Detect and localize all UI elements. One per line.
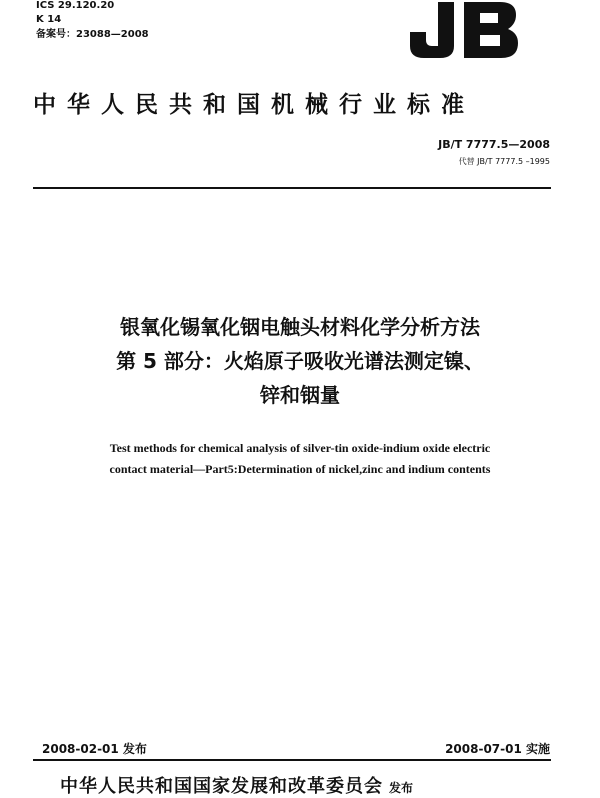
jb-logo: [408, 2, 520, 58]
document-title-zh-line3: 锌和铟量: [260, 383, 340, 407]
issuer-name: 中华人民共和国国家发展和改革委员会: [60, 776, 383, 797]
footer-divider: [33, 759, 551, 761]
publish-date: 2008-02-01 发布: [42, 742, 147, 756]
classification-code: K 14: [36, 14, 62, 25]
header-divider: [33, 187, 551, 189]
ics-code: ICS 29.120.20: [36, 0, 115, 11]
standard-category-title: 中华人民共和国机械行业标准: [33, 92, 475, 118]
document-title-zh-line2: 第 5 部分：火焰原子吸收光谱法测定镍、: [116, 349, 484, 373]
issuing-authority: [60, 772, 413, 798]
document-title-en-line2: contact material—Part5:Determination of nickel,zinc and indium contents: [109, 462, 491, 476]
document-title-en-line1: Test methods for chemical analysis of silver-tin oxide-indium oxide electric: [109, 441, 491, 455]
document-title-zh-line1: 银氧化锡氧化铟电触头材料化学分析方法: [120, 315, 480, 339]
filing-number: 备案号：23088—2008: [36, 29, 149, 40]
implement-date: 2008-07-01 实施: [445, 742, 550, 756]
issuer-suffix: 发布: [389, 781, 414, 795]
standard-number: JB/T 7777.5—2008: [438, 138, 550, 151]
replaces-standard: 代替 JB/T 7777.5 –1995: [458, 157, 550, 166]
